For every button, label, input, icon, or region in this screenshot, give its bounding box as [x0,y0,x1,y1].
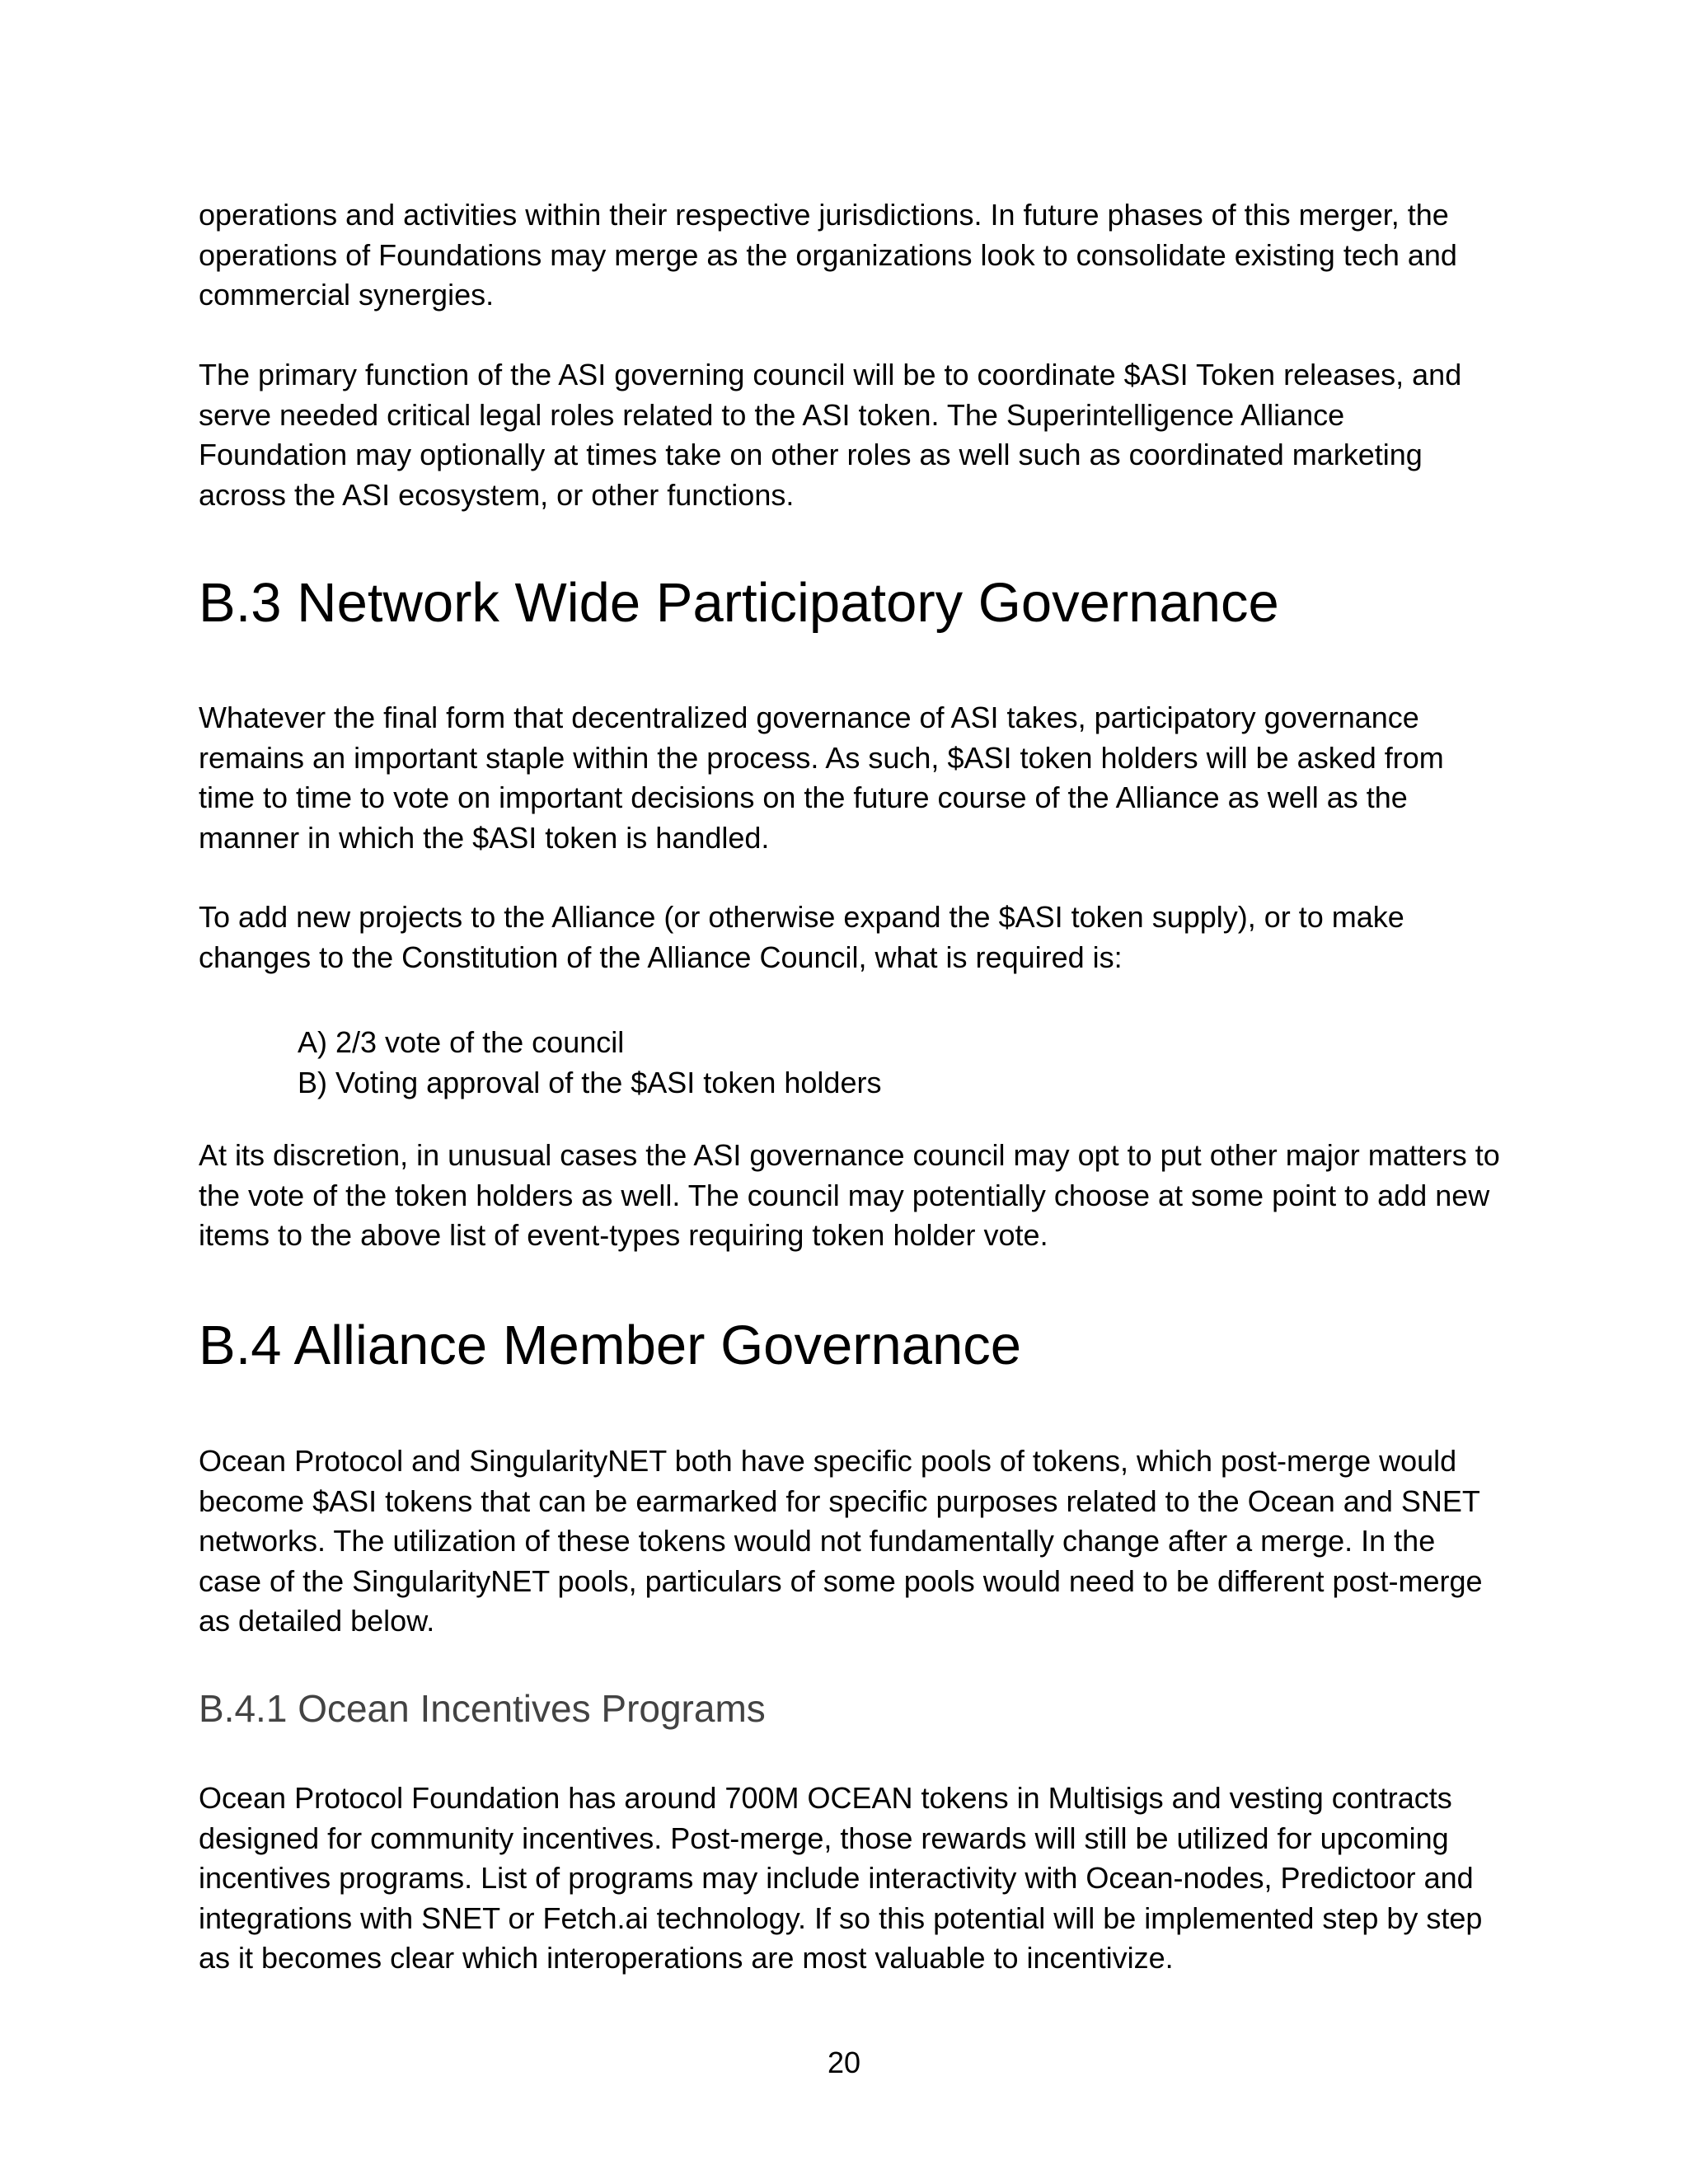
paragraph-requirements-intro: To add new projects to the Alliance (or otherwise expand the $ASI token supply), or to make changes to the Constitution of the Alliance Council, what is required is: [199,900,1404,974]
paragraph-participatory-governance: Whatever the final form that decentralized governance of ASI takes, participatory governance remains an important staple within the process. As such, $ASI token holders will be asked from time to time to vote on important decisions on the future course of the Alliance as well as the manner in which the $ASI token is handled. [199,701,1444,855]
list-item: B) Voting approval of the $ASI token holders [298,1065,882,1099]
paragraph-council-discretion: At its discretion, in unusual cases the ASI governance council may opt to put other major matters to the vote of the token holders as well. The council may potentially choose at some point to add new items to the above list of event-types requiring token holder vote. [199,1138,1500,1253]
list-item: A) 2/3 vote of the council [298,1025,625,1059]
paragraph-foundations-operations: operations and activities within their respective jurisdictions. In future phases of this merger, the operations of Foundations may merge as the organizations look to consolidate existing tech and commercial synergies. [199,198,1457,312]
paragraph-ocean-incentives: Ocean Protocol Foundation has around 700M OCEAN tokens in Multisigs and vesting contracts designed for community incentives. Post-merge, those rewards will still be utilized for upcoming incentives programs. List of programs may include interactivity with Ocean-nodes, Predictoor and integrations with SNET or Fetch.ai technology. If so this potential will be implemented step by step as it becomes clear which interoperations are most valuable to incentivize. [199,1781,1483,1975]
heading-b3-network-wide-governance: B.3 Network Wide Participatory Governance [199,572,1279,634]
heading-b4-alliance-member-governance: B.4 Alliance Member Governance [199,1315,1022,1376]
page-number: 20 [827,2046,861,2079]
paragraph-token-pools: Ocean Protocol and SingularityNET both have specific pools of tokens, which post-merge would become $ASI tokens that can be earmarked for specific purposes related to the Ocean and SNET networks. The utilization of these tokens would not fundamentally change after a merge. In the case of the SingularityNET pools, particulars of some pools would need to be different post-merge as detailed below. [199,1444,1483,1638]
paragraph-governing-council-function: The primary function of the ASI governing council will be to coordinate $ASI Token releases, and serve needed critical legal roles related to the ASI token. The Superintelligence Alliance Foundation may optionally at times take on other roles as well such as coordinated marketing across the ASI ecosystem, or other functions. [199,358,1462,512]
requirements-list [298,1023,881,1103]
heading-b41-ocean-incentives: B.4.1 Ocean Incentives Programs [199,1687,766,1730]
